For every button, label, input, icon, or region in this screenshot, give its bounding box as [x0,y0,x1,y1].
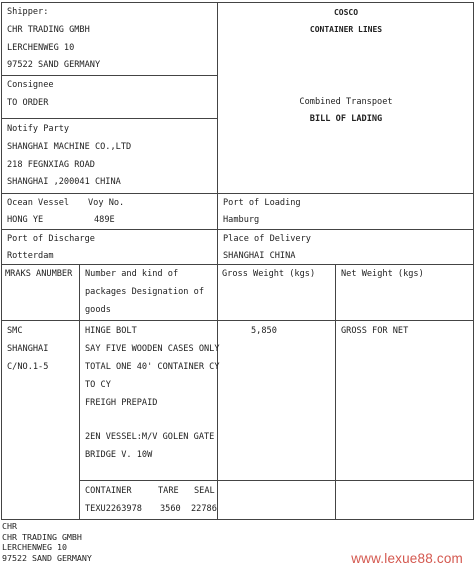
port-of-loading-label: Port of Loading [223,198,301,208]
description-line-5: FREIGH PREPAID [85,398,158,408]
place-of-delivery-value: SHANGHAI CHINA [223,251,296,261]
description-body-cell [80,320,218,480]
notify-party-line-3: SHANGHAI ,200041 CHINA [7,177,121,187]
description-line-3: TOTAL ONE 40' CONTAINER CY [85,362,220,372]
marks-header: MRAKS ANUMBER [5,269,73,279]
carrier-box [218,3,474,193]
notify-party-line-1: SHANGHAI MACHINE CO.,LTD [7,142,132,152]
container-number: TEXU2263978 [85,504,142,514]
seal-value: 22786 [191,504,217,514]
carrier-name-line-1: COSCO [333,8,359,17]
place-of-delivery-box [218,229,474,264]
tare-value: 3560 [160,504,181,514]
marks-line-2: SHANGHAI [7,344,49,354]
description-header-line-2: packages Designation of [85,287,204,297]
description-header-cell [80,264,218,320]
shipper-line-3: 97522 SAND GERMANY [7,60,101,70]
voy-no-value: 489E [94,215,115,225]
description-header-line-3: goods [85,305,111,315]
tare-header: TARE [158,486,179,496]
container-gross-empty-cell [218,480,336,519]
marks-line-3: C/NO.1-5 [7,362,49,372]
port-of-loading-box [218,193,474,229]
ocean-vessel-label: Ocean Vessel [7,198,70,208]
description-header-line-1: Number and kind of [85,269,179,279]
shipper-line-1: CHR TRADING GMBH [7,25,90,35]
bill-of-lading-form [1,2,474,520]
footer-line-2: CHR TRADING GMBH [2,531,82,542]
consignee-label: Consignee [7,80,54,90]
net-weight-value: GROSS FOR NET [341,326,409,336]
net-weight-header-cell [336,264,474,320]
ocean-vessel-value: HONG YE [7,215,44,225]
watermark: www.lexue88.com [351,550,463,566]
gross-weight-header-cell [218,264,336,320]
net-weight-header: Net Weight (kgs) [341,269,424,279]
consignee-value: TO ORDER [7,98,49,108]
description-line-4: TO CY [85,380,111,390]
footer-line-3: LERCHENWEG 10 [2,542,67,552]
marks-body-cell [2,320,80,519]
seal-header: SEAL [194,486,215,496]
shipper-label: Shipper: [7,7,49,17]
notify-party-label: Notify Party [7,124,70,134]
footer-line-1: CHR [2,521,17,531]
marks-header-cell [2,264,80,320]
gross-weight-body-cell [218,320,336,480]
container-header: CONTAINER [85,486,132,496]
footer-shipper-block [2,521,92,563]
consignee-box [2,75,218,118]
carrier-subtitle: Combined Transpoet [299,97,393,107]
port-of-discharge-value: Rotterdam [7,251,54,261]
notify-party-box [2,118,218,193]
port-of-discharge-label: Port of Discharge [7,234,95,244]
notify-party-line-2: 218 FEGNXIAG ROAD [7,160,95,170]
description-line-2: SAY FIVE WOODEN CASES ONLY [85,344,220,354]
net-weight-body-cell [336,320,474,480]
port-of-loading-value: Hamburg [223,215,260,225]
marks-line-1: SMC [7,326,23,336]
gross-weight-header: Gross Weight (kgs) [222,269,316,279]
footer-line-4: 97522 SAND GERMANY [2,552,92,563]
place-of-delivery-label: Place of Delivery [223,234,311,244]
gross-weight-value: 5,850 [251,326,277,336]
shipper-line-2: LERCHENWEG 10 [7,43,75,53]
container-cell [80,480,218,519]
description-line-8: BRIDGE V. 10W [85,450,153,460]
description-line-7: 2EN VESSEL:M/V GOLEN GATE [85,432,215,442]
description-line-1: HINGE BOLT [85,326,137,336]
container-net-empty-cell [336,480,474,519]
vessel-box [2,193,218,229]
document-title: BILL OF LADING [309,114,383,124]
voy-no-label: Voy No. [88,198,125,208]
port-of-discharge-box [2,229,218,264]
shipper-box [2,3,218,75]
carrier-name-line-2: CONTAINER LINES [309,25,383,34]
